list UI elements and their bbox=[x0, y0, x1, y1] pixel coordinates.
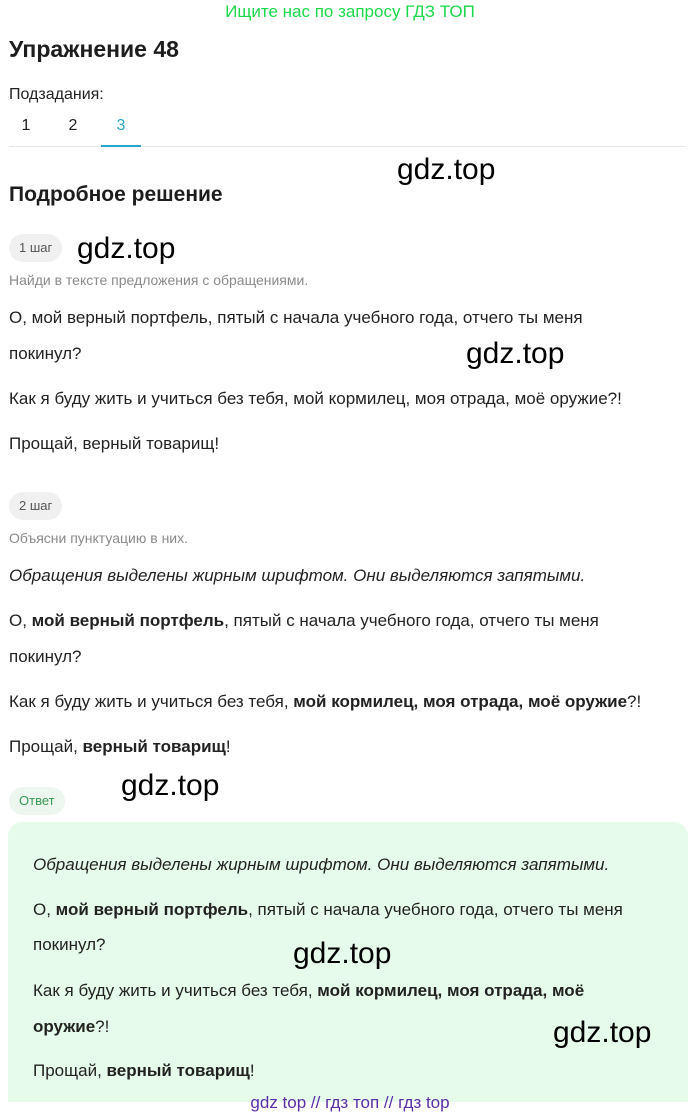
address-bold: мой кормилец, моя отрада, моё bbox=[317, 981, 585, 1000]
answer-note: Обращения выделены жирным шрифтом. Они выделяются запятыми. bbox=[33, 855, 610, 874]
exercise-title: Упражнение 48 bbox=[9, 36, 179, 62]
text-fragment: Как я буду жить и учиться без тебя, bbox=[9, 692, 294, 711]
text-fragment: О, bbox=[33, 900, 56, 919]
text-fragment: , пятый с начала учебного года, отчего ты меня bbox=[248, 900, 623, 919]
text-fragment: ?! bbox=[627, 692, 642, 711]
answer-text-line: покинул? bbox=[33, 935, 106, 954]
step-2-text-line bbox=[9, 611, 599, 631]
text-fragment: Как я буду жить и учиться без тебя, bbox=[33, 981, 318, 1000]
text-fragment: ! bbox=[225, 737, 231, 756]
address-bold: оружие bbox=[33, 1017, 96, 1036]
step-1-hint: Найди в тексте предложения с обращениями. bbox=[9, 272, 309, 288]
text-fragment: О, bbox=[9, 611, 32, 630]
step-2-text-line bbox=[9, 692, 641, 712]
step-2-text-line bbox=[9, 737, 231, 757]
tab-2[interactable]: 2 bbox=[68, 117, 78, 134]
step-2-badge: 2 шаг bbox=[9, 492, 62, 520]
active-tab-indicator bbox=[101, 145, 141, 147]
text-fragment: Прощай, bbox=[9, 737, 83, 756]
watermark: gdz.top bbox=[397, 153, 496, 186]
answer-badge: Ответ bbox=[9, 787, 65, 815]
step-1-text-line: О, мой верный портфель, пятый с начала учебного года, отчего ты меня bbox=[9, 308, 583, 327]
text-fragment: ! bbox=[249, 1061, 255, 1080]
address-bold: мой верный портфель bbox=[55, 900, 249, 919]
step-2-text-line: покинул? bbox=[9, 647, 82, 666]
text-fragment: Прощай, bbox=[33, 1061, 107, 1080]
step-1-badge: 1 шаг bbox=[9, 234, 62, 262]
tab-3[interactable]: 3 bbox=[116, 117, 126, 134]
answer-text-line bbox=[33, 1061, 255, 1081]
text-fragment: , пятый с начала учебного года, отчего ты меня bbox=[224, 611, 599, 630]
address-bold: мой кормилец, моя отрада, моё оружие bbox=[293, 692, 628, 711]
step-1-text-line: Прощай, верный товарищ! bbox=[9, 434, 220, 453]
step-2-hint: Объясни пунктуацию в них. bbox=[9, 530, 189, 546]
address-bold: верный товарищ bbox=[82, 737, 226, 756]
footer-links[interactable]: gdz top // гдз топ // гдз top bbox=[250, 1093, 450, 1112]
step-1-text-line: Как я буду жить и учиться без тебя, мой кормилец, моя отрада, моё оружие?! bbox=[9, 389, 622, 408]
section-title: Подробное решение bbox=[9, 183, 223, 206]
top-banner: Ищите нас по запросу ГДЗ ТОП bbox=[225, 2, 475, 21]
answer-text-line bbox=[33, 981, 584, 1001]
watermark: gdz.top bbox=[121, 769, 220, 802]
answer-text-line bbox=[33, 900, 623, 920]
address-bold: верный товарищ bbox=[106, 1061, 250, 1080]
address-bold: мой верный портфель bbox=[31, 611, 225, 630]
watermark: gdz.top bbox=[77, 232, 176, 265]
step-1-text-line: покинул? bbox=[9, 344, 82, 363]
watermark: gdz.top bbox=[466, 337, 565, 370]
tab-1[interactable]: 1 bbox=[21, 117, 31, 134]
step-2-note: Обращения выделены жирным шрифтом. Они выделяются запятыми. bbox=[9, 566, 586, 585]
answer-text-line bbox=[33, 1017, 109, 1037]
watermark: gdz.top bbox=[293, 937, 392, 970]
text-fragment: ?! bbox=[95, 1017, 110, 1036]
watermark: gdz.top bbox=[553, 1016, 652, 1049]
subtasks-label: Подзадания: bbox=[9, 86, 104, 103]
